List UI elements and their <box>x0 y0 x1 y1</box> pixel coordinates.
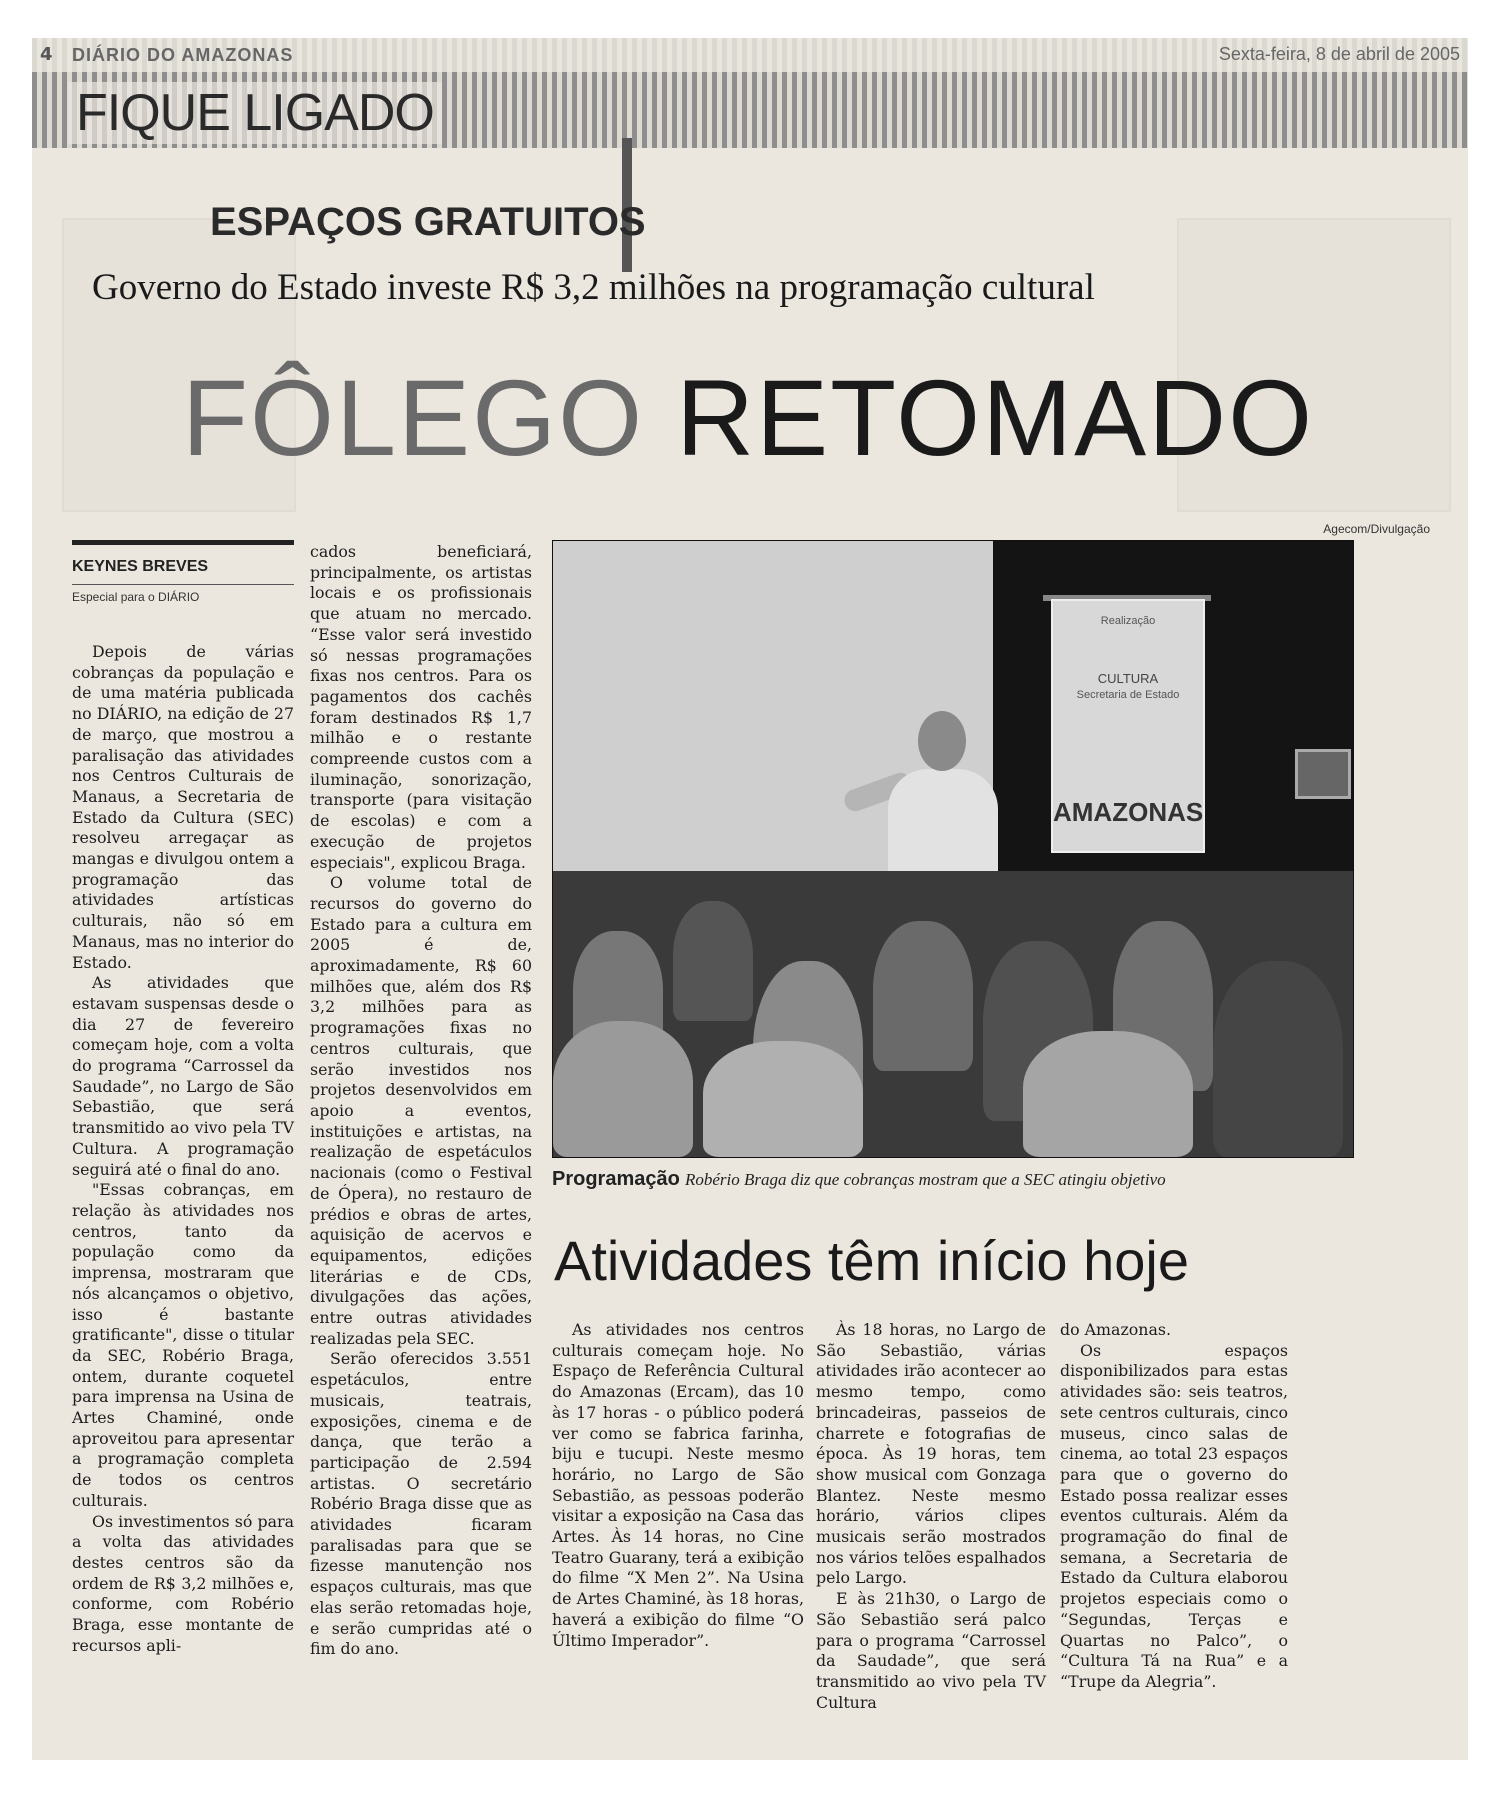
newspaper-brand: DIÁRIO DO AMAZONAS <box>72 45 294 65</box>
main-headline <box>182 358 1314 478</box>
paragraph: O volume total de recursos do governo do Estado para a cultura em 2005 é de, aproximadamente, R$ 60 milhões que, além dos R$ 3,2 milhões para as programações fixas no centros culturais, que serão investidos nos projetos desenvolvidos em apoio a eventos, instituições e artistas, na realização de espetáculos nacionais (como o Festival de Ópera), no restauro de prédios e obras de artes, aquisição de acervos e equipamentos, edições literárias e de CDs, divulgações das ações, entre outras atividades realizadas pela SEC. <box>310 873 532 1348</box>
paragraph: E às 21h30, o Largo de São Sebastião será palco para o programa “Carrossel da Saudade”, que será transmitido ao vivo pela TV Cultura <box>816 1589 1046 1712</box>
byline-divider <box>72 584 294 585</box>
sidebar-column-3 <box>1060 1320 1288 1693</box>
banner-mid-text: CULTURA <box>1097 671 1159 686</box>
article-column-2 <box>310 542 532 1660</box>
photo-credit: Agecom/Divulgação <box>1323 522 1430 536</box>
speaker-head <box>918 711 966 771</box>
audience-member <box>703 1041 863 1157</box>
audience-member <box>1023 1031 1193 1157</box>
paragraph: Às 18 horas, no Largo de São Sebastião, várias atividades irão acontecer ao mesmo tempo, como brincadeiras, passeios de charrete e fotografias de época. Às 19 horas, tem show musical com Gonzaga Blantez. Neste mesmo horário, vários clipes musicais serão mostrados nos vários telões espalhados pelo Largo. <box>816 1320 1046 1588</box>
paragraph: "Essas cobranças, em relação às atividades nos centros, tanto da população como da imprensa, mostraram que nós alcançamos o objetivo, isso é bastante gratificante", disse o titular da SEC, Robério Braga, ontem, durante coquetel para imprensa na Usina de Artes Chaminé, onde aproveitou para apresentar a programação completa de todos os centros culturais. <box>72 1180 294 1510</box>
paragraph: Os espaços disponibilizados para estas atividades são: seis teatros, sete centros culturais, cinco museus, cinco salas de cinema, ao total 23 espaços para que o governo do Estado possa realizar esses eventos culturais. Além da programação do final de semana, a Secretaria de Estado da Cultura elaborou projetos especiais como o “Segundas, Terças e Quartas no Palco”, o “Cultura Tá na Rua” e a “Trupe da Alegria”. <box>1060 1340 1288 1691</box>
audience-member <box>1213 961 1343 1157</box>
event-photo <box>552 540 1354 1158</box>
paragraph: As atividades nos centros culturais começam hoje. No Espaço de Referência Cultural do Amazonas (Ercam), das 10 às 17 horas - o público poderá ver como se fabrica farinha, biju e tucupi. Neste mesmo horário, no Largo de São Sebastião, as pessoas poderão visitar a exposição na Casa das Artes. Às 14 horas, no Cine Teatro Guarany, terá a exibição do filme “X Men 2”. Na Usina de Artes Chaminé, às 18 horas, haverá a exibição do filme “O Último Imperador”. <box>552 1320 804 1650</box>
audience-member <box>553 1021 693 1157</box>
paragraph: Depois de várias cobranças da população e de uma matéria publicada no DIÁRIO, na edição de 27 de março, que mostrou a paralisação das atividades nos Centros Culturais de Manaus, a Secretaria de Estado da Cultura (SEC) resolveu arregaçar as mangas e divulgou ontem a programação das atividades artísticas culturais, não só em Manaus, mas no interior do Estado. <box>72 642 294 972</box>
photo-caption <box>552 1168 1372 1191</box>
paragraph: cados beneficiará, principalmente, os artistas locais e os profissionais que atuam no mercado. “Esse valor será investido só nessas programações fixas nos centros. Para os pagamentos dos cachês foram destinados R$ 1,7 milhão e o restante compreende custos com a iluminação, sonorização, transporte (para visitação de escolas) e com a execução de projetos especiais", explicou Braga. <box>310 542 532 872</box>
newspaper-page <box>32 38 1468 1760</box>
publication-date: Sexta-feira, 8 de abril de 2005 <box>1218 44 1460 64</box>
byline: KEYNES BREVES <box>72 558 209 575</box>
headline-word-2: RETOMADO <box>676 357 1315 478</box>
section-title: FIQUE LIGADO <box>68 82 442 144</box>
article-kicker: ESPAÇOS GRATUITOS <box>210 200 646 244</box>
audience-member <box>673 901 753 1021</box>
banner-logo-text: AMAZONAS <box>1053 797 1204 827</box>
banner-sub-text: Secretaria de Estado <box>1076 689 1180 701</box>
tv-monitor <box>1295 749 1351 799</box>
sidebar-headline: Atividades têm início hoje <box>554 1229 1190 1292</box>
article-subhead: Governo do Estado investe R$ 3,2 milhões na programação cultural <box>92 267 1095 308</box>
article-column-1 <box>72 642 294 1656</box>
sidebar-column-2 <box>816 1320 1046 1713</box>
byline-rule <box>72 540 294 545</box>
section-masthead <box>32 38 1468 148</box>
paragraph: Serão oferecidos 3.551 espetáculos, entre musicais, teatrais, exposições, cinema e de dança, que terão a participação de 2.594 artistas. O secretário Robério Braga disse que as atividades ficaram paralisadas para que se fizesse manutenção nos espaços culturais, mas que elas serão retomadas hoje, e serão cumpridas até o fim do ano. <box>310 1349 532 1659</box>
caption-label: Programação <box>552 1168 680 1190</box>
banner-top-text: Realização <box>1100 615 1156 627</box>
audience-member <box>873 921 973 1071</box>
paragraph: do Amazonas. <box>1060 1320 1172 1339</box>
byline-affiliation: Especial para o DIÁRIO <box>72 590 200 604</box>
paragraph: As atividades que estavam suspensas desde o dia 27 de fevereiro começam hoje, com a volta do programa “Carrossel da Saudade”, no Largo de São Sebastião, que será transmitido ao vivo pela TV Cultura. A programação seguirá até o final do ano. <box>72 973 294 1179</box>
paragraph: Os investimentos só para a volta das atividades destes centros são da ordem de R$ 3,2 milhões e, conforme, com Robério Braga, esse montante de recursos apli- <box>72 1511 294 1655</box>
sidebar-column-1 <box>552 1320 804 1651</box>
sec-banner <box>1051 599 1205 853</box>
caption-text: Robério Braga diz que cobranças mostram que a SEC atingiu objetivo <box>684 1170 1166 1189</box>
page-number: 4 <box>40 44 53 65</box>
headline-word-1: FÔLEGO <box>182 357 645 478</box>
